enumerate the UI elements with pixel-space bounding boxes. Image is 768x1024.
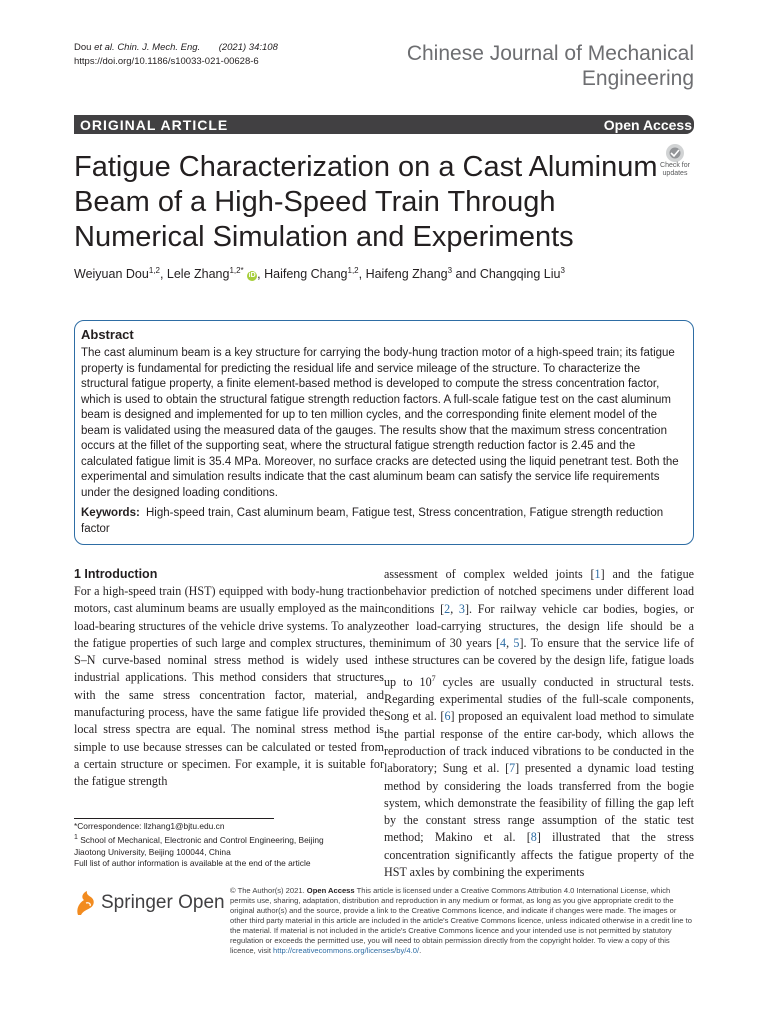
- text-run: ] proposed an equivalent load method to simulate the partial response of the entire car-body, which allows the reproduction of track induced vibrations to be conducted in the laboratory; Sung et al. [: [384, 709, 695, 776]
- affiliation-marker: 3: [447, 266, 453, 275]
- cite-authors: Dou: [74, 42, 95, 53]
- license-link[interactable]: http://creativecommons.org/licenses/by/4.0/: [273, 946, 420, 955]
- author-name: , Lele Zhang: [159, 267, 230, 282]
- text-run: ] presented a dynamic load testing method by considering the loads transferred from the bogie system, which demonstrate the feasibility of filling the gap left by the constant stress range assumption of the static test method; Makino et al. [: [384, 761, 694, 845]
- reference-link[interactable]: 3: [458, 601, 465, 616]
- open-access-label: Open Access: [603, 117, 692, 133]
- exponent: 7: [431, 673, 436, 683]
- text-run: ,: [450, 601, 459, 616]
- text-run: ]. For railway vehicle car bodies, bogies, or other load-carrying structures, the design life should be a minimum of 30 years [: [384, 601, 694, 651]
- journal-name-line2: Engineering: [581, 67, 694, 90]
- author-name: and Changqing Liu: [452, 267, 561, 282]
- reference-link[interactable]: 5: [513, 636, 520, 651]
- reference-link[interactable]: 2: [444, 601, 451, 616]
- license-open-access: Open Access: [306, 886, 355, 895]
- affiliation-marker: 3: [560, 266, 565, 275]
- affiliation: [74, 832, 354, 858]
- journal-name: [407, 41, 694, 91]
- text-run: ] illustrated that the stress concentration significantly affects the fatigue property of the HST axles by combining the experiments: [384, 830, 694, 880]
- body-column-right: [384, 566, 694, 881]
- license-text: [230, 886, 692, 956]
- cite-year: (2021) 34:108: [218, 42, 278, 53]
- license-body: This article is licensed under a Creative Commons Attribution 4.0 International License, which permits use, sharing, adaptation, distribution and reproduction in any medium or format, as long as you give appropriate credit to the original author(s) and the source, provide a link to the Creative Commons licence, and indicate if changes were made. The images or other third party material in this article are included in the article's Creative Commons licence, unless indicated otherwise in a credit line to the material. If material is not included in the article's Creative Commons licence and your intended use is not permitted by statutory regulation or exceeds the permitted use, you will need to obtain permission directly from the copyright holder. To view a copy of this licence, visit: [230, 886, 692, 955]
- publisher-open: Open: [178, 892, 225, 913]
- license-end: .: [419, 946, 422, 955]
- citation-block: [74, 41, 278, 69]
- check-label-line2: updates: [662, 170, 688, 177]
- keywords: [81, 506, 686, 537]
- text-run: assessment of complex welded joints [: [384, 567, 595, 581]
- license-prefix: © The Author(s) 2021.: [230, 886, 307, 895]
- article-type-label: ORIGINAL ARTICLE: [80, 117, 229, 133]
- footnote-divider: [74, 818, 274, 819]
- reference-link[interactable]: 6: [444, 709, 451, 724]
- orcid-icon[interactable]: iD: [248, 272, 256, 280]
- doi-link[interactable]: https://doi.org/10.1186/s10033-021-00628-6: [74, 56, 259, 67]
- affiliation-marker: 1,2: [347, 266, 359, 275]
- abstract-text: The cast aluminum beam is a key structure for carrying the body-hung traction motor of a high-speed train; its fatigue property is fundamental for predicting the residual life and service mileage of the structure. To characterize the structural fatigue property, a finite element-based method is developed to compute the stress concentration factor, which is used to obtain the structural fatigue strength reduction factors. A full-scale fatigue test on the cast aluminum beam is designed and implemented for up to ten million cycles, and the corresponding finite element model of the beam is validated using the measured data of the gauges. The results show that the maximum stress concentration occurs at the fillet of the supporting seat, where the structural fatigue strength reduction factor is 2.45 and the calculated fatigue limit is 35.4 MPa. Moreover, no surface cracks are detected using the liquid penetrant test. Both the experimental and simulation results indicate that the cast aluminum beam can satisfy the service life requirements under the designed loading conditions.: [81, 347, 679, 499]
- text-run: cycles are usually conducted in structural tests. Regarding experimental studies of the full-scale components, Song et al. [: [384, 674, 694, 724]
- check-label-line1: Check for: [660, 162, 690, 169]
- author-name: , Haifeng Zhang: [358, 267, 448, 282]
- journal-name-line1: Chinese Journal of Mechanical: [406, 42, 694, 65]
- affiliation-marker: 1,2: [148, 266, 160, 275]
- publisher-name: Springer: [101, 892, 173, 913]
- reference-link[interactable]: 1: [594, 567, 601, 581]
- affiliation-marker: 1: [74, 834, 78, 842]
- reference-link[interactable]: 4: [500, 636, 507, 651]
- reference-link[interactable]: 8: [530, 830, 537, 845]
- check-for-updates-label[interactable]: [655, 162, 695, 178]
- affiliation-marker: 1,2*: [229, 266, 244, 275]
- affiliation-text: School of Mechanical, Electronic and Control Engineering, Beijing Jiaotong University, Beijing 100044, China: [74, 835, 324, 857]
- keywords-label: Keywords:: [81, 507, 140, 519]
- author-name: , Haifeng Chang: [257, 267, 348, 282]
- publisher-logo: [101, 890, 225, 916]
- section-heading: 1 Introduction: [74, 567, 158, 581]
- correspondence: *Correspondence: llzhang1@bjtu.edu.cn: [74, 821, 225, 831]
- keywords-list: High-speed train, Cast aluminum beam, Fatigue test, Stress concentration, Fatigue strength reduction factor: [81, 507, 664, 535]
- abstract-heading: Abstract: [81, 327, 134, 342]
- footnotes: [74, 821, 354, 869]
- reference-link[interactable]: 7: [509, 761, 516, 776]
- text-run: ,: [506, 636, 514, 651]
- author-info-note: Full list of author information is available at the end of the article: [74, 858, 311, 869]
- springer-horse-icon: [74, 889, 98, 917]
- article-title: Fatigue Characterization on a Cast Aluminum Beam of a High-Speed Train Through Numerical Simulation and Experiments: [74, 151, 658, 253]
- body-column-left: [74, 583, 384, 791]
- author-list: [74, 262, 565, 283]
- text-run: ]. To ensure that the service life of these structures can be covered by the design life, fatigue loads up to 10: [384, 636, 694, 689]
- text-run: ] and the fatigue behavior prediction of notched specimens under different load conditions [: [384, 567, 694, 616]
- cite-journal: et al. Chin. J. Mech. Eng.: [94, 42, 201, 53]
- author-name: Weiyuan Dou: [74, 267, 149, 282]
- paragraph: For a high-speed train (HST) equipped with body-hung traction motors, cast aluminum beams are usually employed as the main load-bearing structures of the vehicle drive systems. To analyze the fatigue properties of such large and complex structures, the S–N curve-based nominal stress method is widely used in industrial applications. This method considers that structures with the same stress concentration factor, material, and manufacturing process, have the same fatigue life provided the local stress spectra are equal. The nominal stress method is simple to use because stresses can be calculated or tested from a certain structure or specimen. For example, it is suitable for the fatigue strength: [74, 584, 384, 789]
